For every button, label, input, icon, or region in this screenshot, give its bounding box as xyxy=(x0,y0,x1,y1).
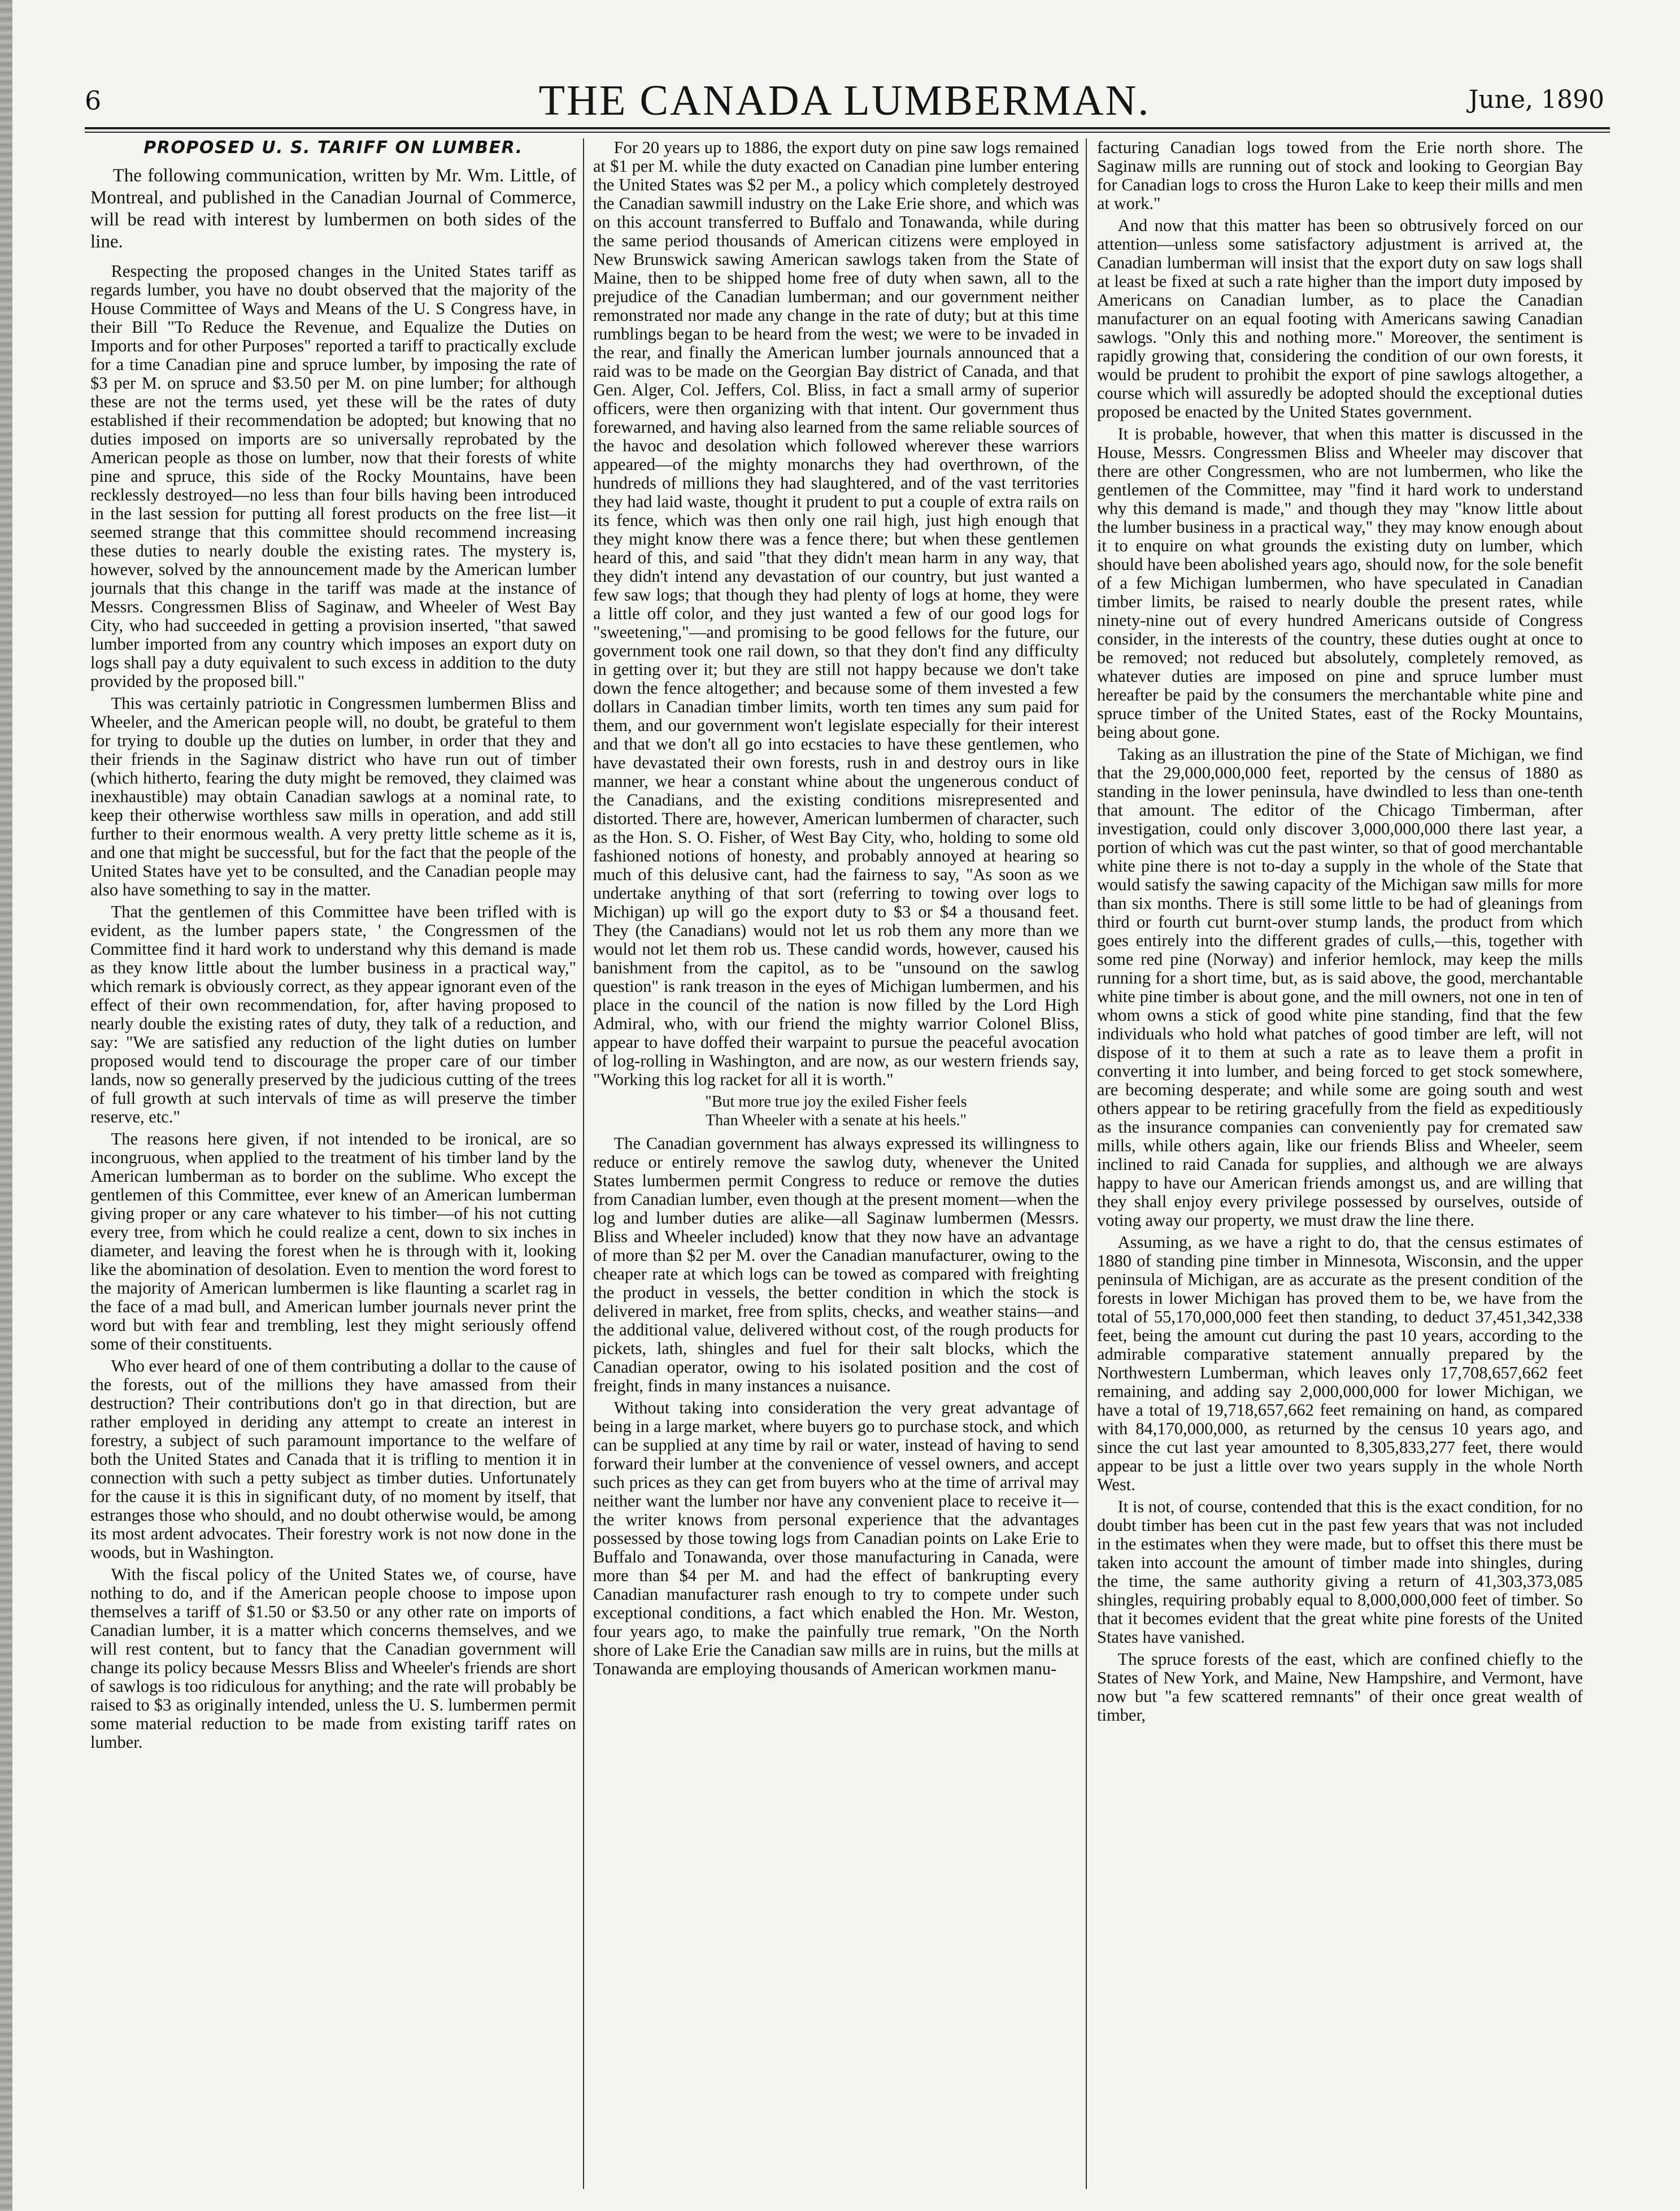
issue-date: June, 1890 xyxy=(1468,85,1604,114)
article-paragraph: Assuming, as we have a right to do, that the census estimates of 1880 of standing pine timber in Minnesota, Wisconsin, and the upper peninsula of Michigan, are as accurate as the present condition of the forests in lower Michigan has proved them to be, we have from the total of 55,170,000,000 feet then standing, to deduct 37,451,342,338 feet, being the amount cut during the past 10 years, according to the admirable comparative statement annually prepared by the Northwestern Lumberman, which leaves only 17,708,657,662 feet remaining, and adding say 2,000,000,000 for lower Michigan, we have a total of 19,718,657,662 feet remaining on hand, as compared with 84,170,000,000, as returned by the census 10 years ago, and since the cut last year amounted to 8,305,833,277 feet, there would appear to be just a little over two years supply in the whole North West. xyxy=(1097,1233,1583,1494)
article-paragraph: Without taking into consideration the very great advantage of being in a large market, where buyers go to purchase stock, and which can be supplied at any time by rail or water, instead of having to send forward their lumber at the convenience of vessel owners, and accept such prices as they can get from buyers who at the time of arrival may neither want the lumber nor have any convenient place to receive it—the writer knows from personal experience that the advantages possessed by those towing logs from Canadian points on Lake Erie to Buffalo and Tonawanda, over those manufacturing in Canada, were more than $4 per M. and had the effect of bankrupting every Canadian manufacturer rash enough to try to compete under such exceptional conditions, a fact which enabled the Hon. Mr. Weston, four years ago, to make the painfully true remark, "On the North shore of Lake Erie the Canadian saw mills are in ruins, but the mills at Tonawanda are employing thousands of American workmen manu- xyxy=(593,1398,1079,1678)
article-headline: PROPOSED U. S. TARIFF ON LUMBER. xyxy=(143,138,523,158)
article-paragraph: The reasons here given, if not intended to be ironical, are so incongruous, when applied to the treatment of his timber land by the American lumberman as to border on the sublime. Who except the gentlemen of this Committee, ever knew of an American lumberman giving proper or any care whatever to his timber—of his not cutting every tree, from which he could realize a cent, down to six inches in diameter, and leaving the forest when he is through with it, looking like the abomination of desolation. Even to mention the word forest to the majority of American lumbermen is like flaunting a scarlet rag in the face of a mad bull, and American lumber journals never print the word but with fear and trembling, lest they might seriously offend some of their constituents. xyxy=(90,1129,576,1353)
verse-line: Than Wheeler with a senate at his heels." xyxy=(706,1112,967,1129)
column-2 xyxy=(593,138,1079,2189)
page-binding-edge xyxy=(0,0,12,2211)
column-divider xyxy=(583,138,584,2189)
verse-line: "But more true joy the exiled Fisher feels xyxy=(705,1093,967,1111)
article-paragraph: With the fiscal policy of the United States we, of course, have nothing to do, and if the American people choose to impose upon themselves a tariff of $1.50 or $3.50 or any other rate on imports of Canadian lumber, it is a matter which concerns themselves, and we will rest content, but to fancy that the Canadian government will change its policy because Messrs Bliss and Wheeler's friends are short of sawlogs is too ridiculous for anything; and the rate will probably be raised to $3 as originally intended, unless the U. S. lumbermen permit some material reduction to be made from existing tariff rates on lumber. xyxy=(90,1565,576,1752)
column-divider xyxy=(1086,138,1087,2189)
masthead-rule-thin xyxy=(85,132,1610,133)
article-paragraph: It is not, of course, contended that this is the exact condition, for no doubt timber has been cut in the past few years that was not included in the estimates when they were made, but to offset this there must be taken into account the amount of timber made into shingles, during the time, the same authority giving a return of 41,303,373,085 shingles, requiring probably equal to 8,000,000,000 feet of timber. So that it becomes evident that the great white pine forests of the United States have vanished. xyxy=(1097,1497,1583,1647)
article-paragraph: The spruce forests of the east, which are confined chiefly to the States of New York, and Maine, New Hampshire, and Vermont, have now but "a few scattered remnants" of their once great wealth of timber, xyxy=(1097,1649,1583,1725)
column-1 xyxy=(90,138,576,2189)
article-paragraph: That the gentlemen of this Committee have been trifled with is evident, as the lumber papers state, ' the Congressmen of the Committee find it hard work to understand why this demand is made as they know little about the lumber business in a practical way," which remark is obviously correct, as they appear ignorant even of the effect of their own recommendation, for, after having proposed to nearly double the existing rates of duty, they talk of a reduction, and say: "We are satisfied any reduction of the light duties on lumber proposed would tend to discourage the proper care of our timber lands, now so generally preserved by the judicious cutting of the trees of full growth at such intervals of time as will preserve the timber reserve, etc." xyxy=(90,902,576,1126)
newspaper-title: THE CANADA LUMBERMAN. xyxy=(538,77,1151,124)
page-number: 6 xyxy=(85,85,102,116)
article-paragraph: The Canadian government has always expressed its willingness to reduce or entirely remove the sawlog duty, whenever the United States lumbermen permit Congress to reduce or remove the duties from Canadian lumber, even though at the present moment—when the log and lumber duties are alike—all Saginaw lumbermen (Messrs. Bliss and Wheeler included) know that they now have an advantage of more than $2 per M. over the Canadian manufacturer, owing to the cheaper rate at which logs can be towed as compared with freighting the product in vessels, the better condition in which the stock is delivered in market, free from splits, checks, and weather stains—and the additional value, delivered without cost, of the rough products for pickets, lath, shingles and fuel for their salt blocks, which the Canadian operator, owing to his isolated position and the cost of freight, finds in many instances a nuisance. xyxy=(593,1134,1079,1395)
masthead-rule xyxy=(85,127,1610,129)
article-lead: The following communication, written by Mr. Wm. Little, of Montreal, and published in the Canadian Journal of Commerce, will be read with interest by lumbermen on both sides of the line. xyxy=(90,166,576,252)
verse-quote xyxy=(593,1093,1079,1130)
masthead xyxy=(85,76,1604,133)
article-paragraph: For 20 years up to 1886, the export duty on pine saw logs remained at $1 per M. while the duty exacted on Canadian pine lumber entering the United States was $2 per M., a policy which completely destroyed the Canadian sawmill industry on the Lake Erie shore, and which was on this account transferred to Buffalo and Tonawanda, while during the same period thousands of American citizens were employed in New Brunswick sawing American sawlogs taken from the State of Maine, then to be shipped home free of duty when sawn, all to the prejudice of the Canadian lumberman; and our government neither remonstrated nor made any change in the rate of duty; but at this time rumblings began to be heard from the west; we were to be invaded in the rear, and finally the American lumber journals announced that a raid was to be made on the Georgian Bay district of Canada, and that Gen. Alger, Col. Jeffers, Col. Bliss, in fact a small army of superior officers, were then organizing with that intent. Our government thus forewarned, and having also learned from the same reliable sources of the havoc and desolation which followed wherever these warriors appeared—of the mighty monarchs they had overthrown, of the hundreds of millions they had slaughtered, and of the vast territories they had laid waste, thought it prudent to put a couple of extra rails on its fence, which was then only one rail high, just high enough that they might know there was a fence there; but when these gentlemen heard of this, and said "that they didn't mean harm in any way, that they didn't intend any devastation of our country, but just wanted a few saw logs; that though they had plenty of logs at home, they were a little off color, and they just wanted a few of our good logs for "sweetening,"—and promising to be good fellows for the future, our government took one rail down, so that they don't find any difficulty in getting over it; but they are still not happy because we don't take down the fence altogether; and because some of them invested a few dollars in Canadian timber limits, worth ten times any sum paid for them, and our government won't legislate especially for their interest and that we don't all go into ecstacies to have these gentlemen, who have devastated their own forests, rush in and destroy ours in like manner, we hear a constant whine about the ungenerous conduct of the Canadians, and the existing conditions misrepresented and distorted. There are, however, American lumbermen of character, such as the Hon. S. O. Fisher, of West Bay City, who, holding to some old fashioned notions of honesty, and probably annoyed at hearing so much of this delusive cant, had the fairness to say, "As soon as we undertake anything of that sort (referring to towing over logs to Michigan) up will go the export duty to $3 or $4 a thousand feet. They (the Canadians) would not let us rob them any more than we would not let them rob us. These candid words, however, caused his banishment from the capitol, as to be "unsound on the sawlog question" is rank treason in the eyes of Michigan lumbermen, and his place in the council of the nation is now filled by the Lord High Admiral, who, with our friend the mighty warrior Colonel Bliss, appear to have doffed their warpaint to pursue the peaceful avocation of log-rolling in Washington, and are now, as our western friends say, "Working this log racket for all it is worth." xyxy=(593,138,1079,1089)
article-paragraph: facturing Canadian logs towed from the Erie north shore. The Saginaw mills are running out of stock and looking to Georgian Bay for Canadian logs to cross the Huron Lake to keep their mills and men at work." xyxy=(1097,138,1583,213)
article-paragraph: This was certainly patriotic in Congressmen lumbermen Bliss and Wheeler, and the American people will, no doubt, be grateful to them for trying to double up the duties on lumber, in order that they and their friends in the Saginaw district who have run out of timber (which hitherto, fearing the duty might be removed, they claimed was inexhaustible) may obtain Canadian sawlogs at a nominal rate, to keep their otherwise worthless saw mills in operation, and add still further to their enormous wealth. A very pretty little scheme as it is, and one that might be successful, but for the fact that the people of the United States have yet to be consulted, and the Canadian people may also have something to say in the matter. xyxy=(90,694,576,899)
article-paragraph: It is probable, however, that when this matter is discussed in the House, Messrs. Congressmen Bliss and Wheeler may discover that there are other Congressmen, who are not lumbermen, who like the gentlemen of the Committee, may "find it hard work to understand why this demand is made," and though they may "know little about the lumber business in a practical way," they may know enough about it to enquire on what grounds the existing duty on lumber, which should have been abolished years ago, should now, for the sole benefit of a few Michigan lumbermen, who have speculated in Canadian timber limits, be raised to nearly double the present rates, while ninety-nine out of every hundred Americans outside of Congress consider, in the interests of the country, these duties ought at once to be removed; not reduced but absolutely, completely removed, as whatever duties are imposed on pine and spruce lumber must hereafter be paid by the consumers the merchantable white pine and spruce timber of the United States, east of the Rocky Mountains, being about gone. xyxy=(1097,424,1583,742)
article-paragraph: Who ever heard of one of them contributing a dollar to the cause of the forests, out of the millions they have amassed from their destruction? Their contributions don't go in that direction, but are rather employed in deriding any attempt to create an interest in forestry, a subject of such paramount importance to the welfare of both the United States and Canada that it is trifling to mention it in connection with such a petty subject as timber duties. Unfortunately for the cause it is this in significant duty, of no moment by itself, that estranges those who should, and no doubt otherwise would, be among its most ardent advocates. Their forestry work is not now done in the woods, but in Washington. xyxy=(90,1356,576,1562)
article-paragraph: Taking as an illustration the pine of the State of Michigan, we find that the 29,000,000,000 feet, reported by the census of 1880 as standing in the lower peninsula, have dwindled to less than one-tenth that amount. The editor of the Chicago Timberman, after investigation, could only discover 3,000,000,000 there last year, a portion of which was cut the past winter, so that of good merchantable white pine there is not to-day a supply in the whole of the State that would satisfy the sawing capacity of the Michigan saw mills for more than six months. There is still some little to be had of gleanings from third or fourth cut burnt-over stump lands, the product from which goes entirely into the different grades of culls,—this, together with some red pine (Norway) and inferior hemlock, may keep the mills running for a short time, but, as is said above, the good, merchantable white pine timber is about gone, and the mill owners, not one in ten of whom owns a stick of good white pine standing, find that the few individuals who hold what patches of good timber are left, will not dispose of it to them at such a rate as to leave them a profit in converting it into lumber, and being forced to get stock somewhere, are becoming desperate; and while some are going south and west others appear to be retiring gracefully from the field as expeditiously as the insurance companies can conveniently pay for cremated saw mills, while others again, like our friends Bliss and Wheeler, seem inclined to raid Canada for supplies, and although we are always happy to have our American friends amongst us, and are willing that they shall enjoy every privilege possessed by ourselves, outside of voting away our property, we must draw the line there. xyxy=(1097,745,1583,1230)
column-3 xyxy=(1097,138,1583,2189)
article-paragraph: And now that this matter has been so obtrusively forced on our attention—unless some satisfactory adjustment is arrived at, the Canadian lumberman will insist that the export duty on saw logs shall at least be fixed at such a rate higher than the import duty imposed by Americans on Canadian lumber, as to place the Canadian manufacturer on an equal footing with Americans sawing Canadian sawlogs. "Only this and nothing more." Moreover, the sentiment is rapidly growing that, considering the condition of our own forests, it would be prudent to prohibit the export of pine sawlogs altogether, a course which will assuredly be adopted should the exceptional duties proposed be enacted by the United States government. xyxy=(1097,216,1583,421)
article-paragraph: Respecting the proposed changes in the United States tariff as regards lumber, you have no doubt observed that the majority of the House Committee of Ways and Means of the U. S Congress have, in their Bill "To Reduce the Revenue, and Equalize the Duties on Imports and for other Purposes" reported a tariff to practically exclude for a time Canadian pine and spruce lumber, by imposing the rate of $3 per M. on spruce and $3.50 per M. on pine lumber; for although these are not the terms used, yet these will be the rates of duty established if their recommendation be adopted; but knowing that no duties imposed on imports are so universally reprobated by the American people as those on lumber, now that their forests of white pine and spruce, this side of the Rocky Mountains, have been recklessly destroyed—no less than four bills having been introduced in the last session for putting all forest products on the free list—it seemed strange that this committee should recommend increasing these duties to nearly double the existing rates. The mystery is, however, solved by the announcement made by the American lumber journals that this change in the tariff was made at the instance of Messrs. Congressmen Bliss of Saginaw, and Wheeler of West Bay City, who had succeeded in getting a provision inserted, "that sawed lumber imported from any country which imposes an export duty on logs shall pay a duty equivalent to such excess in addition to the duty provided by the proposed bill." xyxy=(90,262,576,691)
